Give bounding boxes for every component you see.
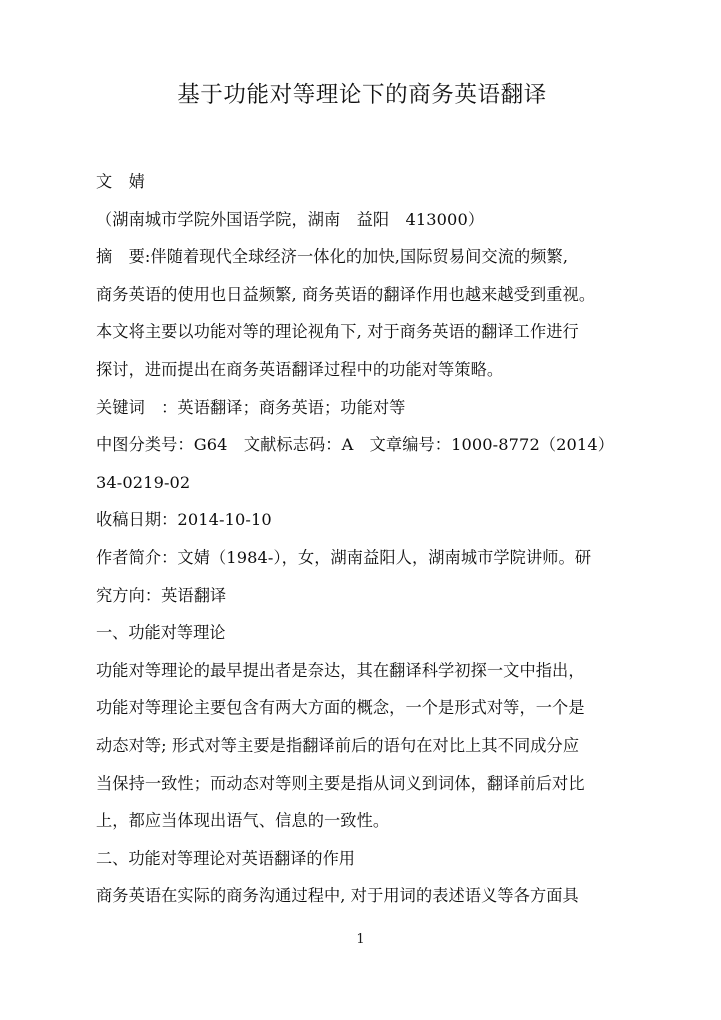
page-title: 基于功能对等理论下的商务英语翻译 (177, 82, 547, 108)
author-affiliation: （湖南城市学院外国语学院，湖南 益阳 413000） (96, 209, 485, 229)
section-1-body-line-4: 当保持一致性；而动态对等则主要是指从词义到词体，翻译前后对比 (96, 773, 585, 793)
section-1-body-line-2: 功能对等理论主要包含有两大方面的概念，一个是形式对等，一个是 (96, 698, 585, 718)
abstract-line-4: 探讨，进而提出在商务英语翻译过程中的功能对等策略。 (96, 359, 504, 379)
section-1-body-line-5: 上，都应当体现出语气、信息的一致性。 (96, 811, 390, 831)
abstract-line-3: 本文将主要以功能对等的理论视角下, 对于商务英语的翻译工作进行 (96, 322, 579, 342)
author-name: 文 婧 (96, 172, 145, 191)
classification-line-2: 34-0219-02 (96, 472, 191, 492)
keywords-line: 关键词 ：英语翻译；商务英语；功能对等 (96, 397, 406, 417)
abstract-line-2: 商务英语的使用也日益频繁, 商务英语的翻译作用也越来越受到重视。 (96, 284, 596, 304)
section-2-body-line-1: 商务英语在实际的商务沟通过程中, 对于用词的表述语义等各方面具 (96, 886, 579, 906)
page-number: 1 (356, 932, 365, 947)
section-heading-2: 二、功能对等理论对英语翻译的作用 (96, 848, 355, 868)
author-bio-line-1: 作者简介：文婧（1984-），女，湖南益阳人，湖南城市学院讲师。研 (96, 547, 592, 567)
author-bio-line-2: 究方向：英语翻译 (96, 585, 227, 605)
section-heading-1: 一、功能对等理论 (96, 623, 226, 643)
received-date-line: 收稿日期：2014-10-10 (96, 510, 272, 530)
abstract-line-1: 摘 要:伴随着现代全球经济一体化的加快,国际贸易间交流的频繁, (96, 247, 569, 267)
document-content (96, 0, 628, 915)
section-1-body-line-1: 功能对等理论的最早提出者是奈达，其在翻译科学初探一文中指出， (96, 660, 585, 680)
classification-line-1: 中图分类号：G64 文献标志码：A 文章编号：1000-8772（2014） (96, 435, 615, 455)
section-1-body-line-3: 动态对等; 形式对等主要是指翻译前后的语句在对比上其不同成分应 (96, 735, 580, 755)
